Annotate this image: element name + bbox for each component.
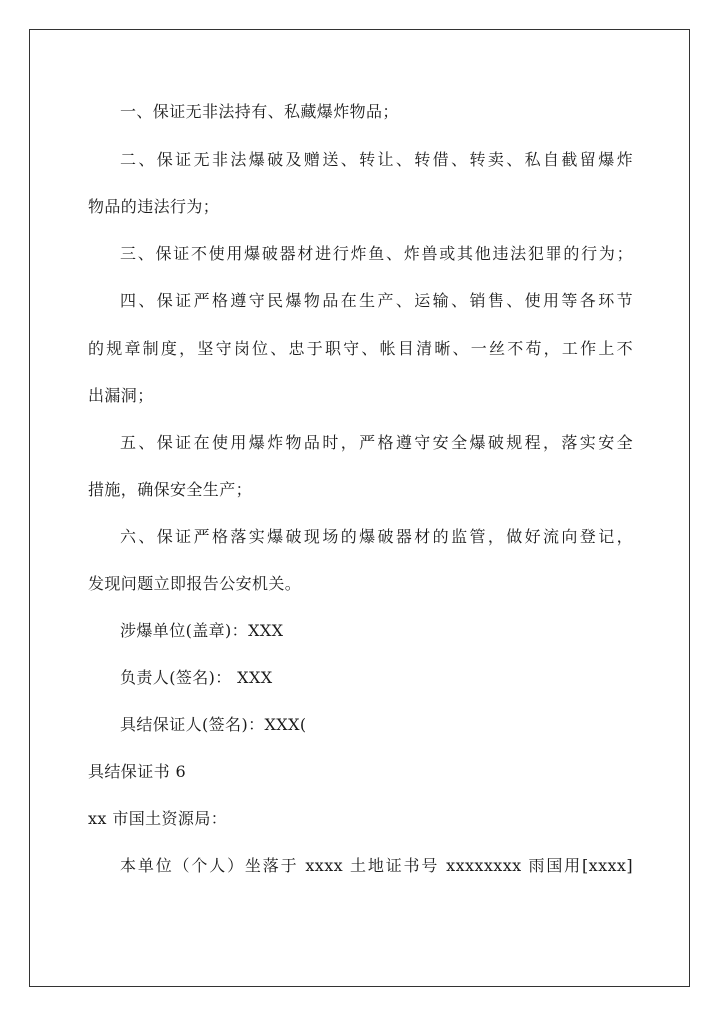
clause-2-line-2: 物品的违法行为； <box>88 197 220 216</box>
clause-5-line-2: 措施，确保安全生产； <box>88 480 253 499</box>
page-border <box>29 29 690 987</box>
clause-4-line-1: 四、保证严格遵守民爆物品在生产、运输、销售、使用等各环节 <box>120 291 633 310</box>
responsible-signature: 负责人(签名)： XXX <box>120 668 273 687</box>
clause-2-line-1: 二、保证无非法爆破及赠送、转让、转借、转卖、私自截留爆炸 <box>120 150 633 169</box>
clause-6-line-1: 六、保证严格落实爆破现场的爆破器材的监管，做好流向登记， <box>120 527 633 546</box>
clause-3: 三、保证不使用爆破器材进行炸鱼、炸兽或其他违法犯罪的行为； <box>120 244 633 263</box>
clause-1: 一、保证无非法持有、私藏爆炸物品； <box>120 102 399 121</box>
addressee: xx 市国土资源局： <box>88 809 228 828</box>
clause-4-line-2: 的规章制度，坚守岗位、忠于职守、帐目清晰、一丝不苟，工作上不 <box>88 339 633 358</box>
section-title: 具结保证书 6 <box>88 762 187 781</box>
guarantor-signature: 具结保证人(签名)：XXX( <box>120 715 307 734</box>
clause-6-line-2: 发现问题立即报告公安机关。 <box>88 574 302 593</box>
clause-4-line-3: 出漏洞； <box>88 386 154 405</box>
clause-5-line-1: 五、保证在使用爆炸物品时，严格遵守安全爆破规程，落实安全 <box>120 433 633 452</box>
unit-seal-signature: 涉爆单位(盖章)：XXX <box>120 621 284 640</box>
body-paragraph-start: 本单位（个人）坐落于 xxxx 土地证书号 xxxxxxxx 雨国用[xxxx] <box>120 856 633 875</box>
